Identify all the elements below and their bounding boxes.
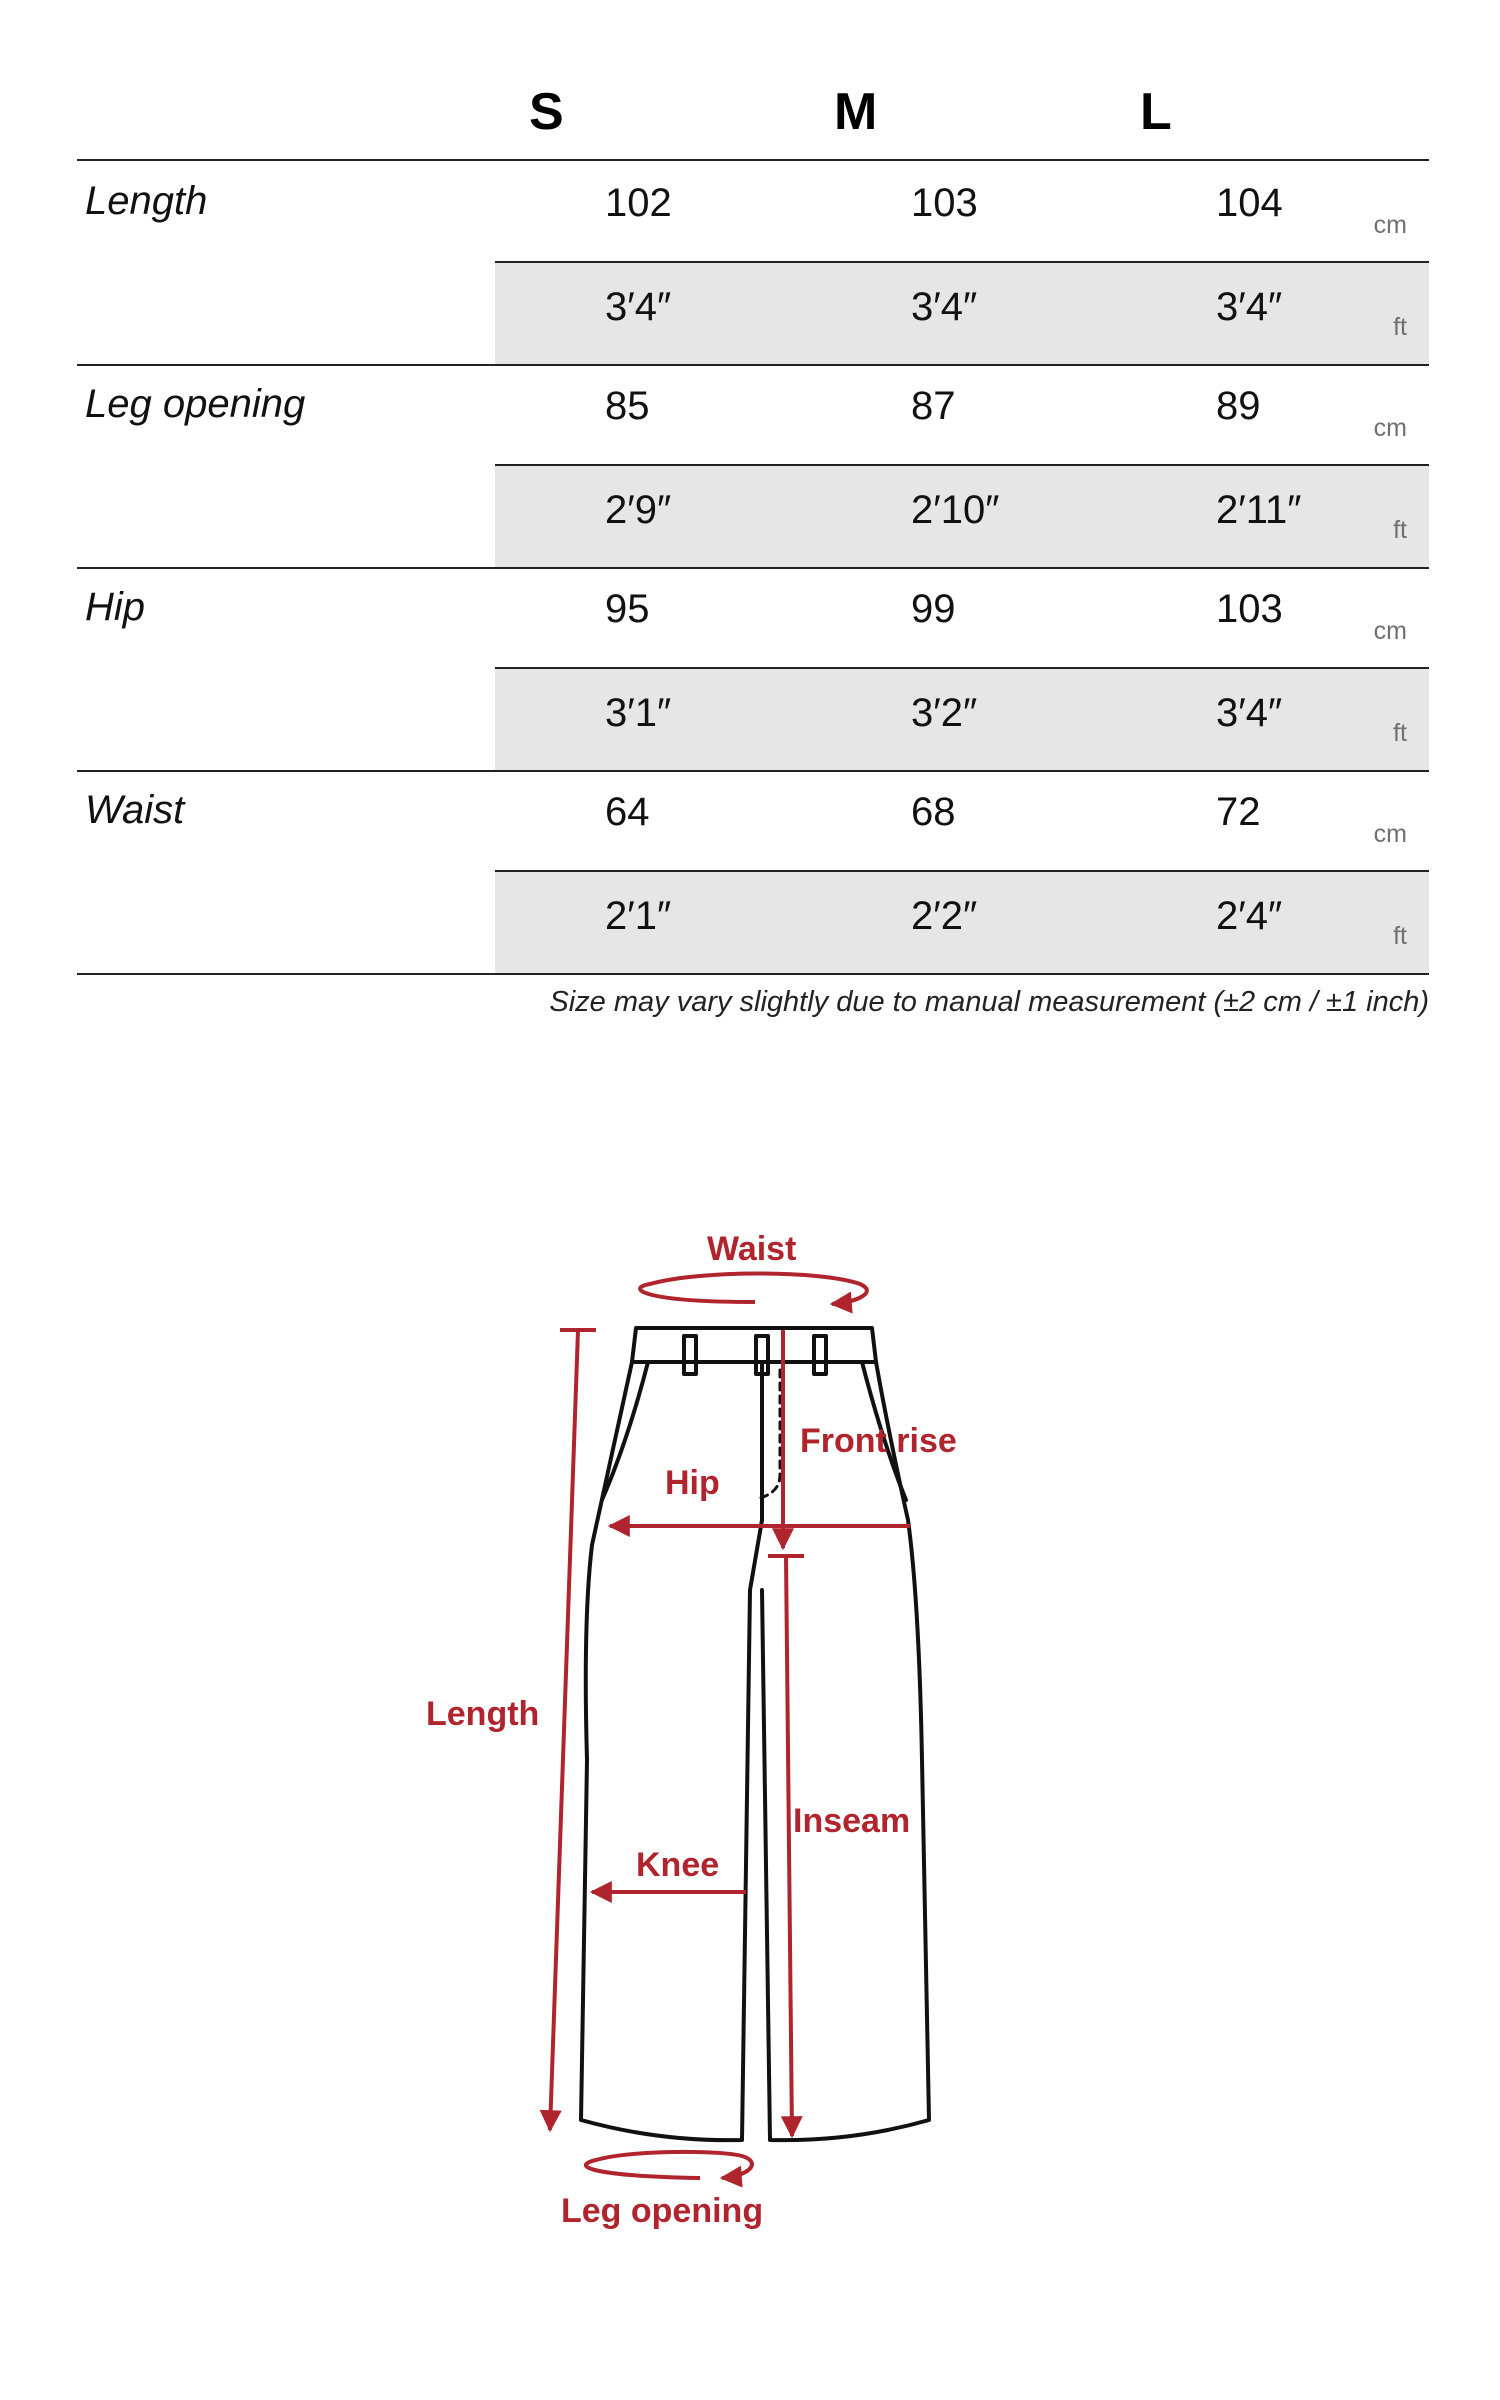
waist-ft-m: 2′2″ (911, 894, 978, 938)
knee-label: Knee (636, 1846, 720, 1884)
hip-ft-l: 3′4″ (1216, 691, 1283, 735)
waist-ellipse (640, 1274, 867, 1305)
measure-label-leg-opening: Leg opening (85, 382, 306, 426)
length-label: Length (426, 1695, 540, 1733)
measurement-note: Size may vary slightly due to manual measurement (±2 cm / ±1 inch) (549, 986, 1429, 1018)
unit-ft-label: ft (1393, 516, 1407, 544)
leg-opening-ft-s: 2′9″ (605, 488, 672, 532)
size-l-header: L (1140, 83, 1172, 141)
size-m-header: M (834, 83, 878, 141)
length-cm-l: 104 (1216, 181, 1283, 225)
waist-ft-l: 2′4″ (1216, 894, 1283, 938)
waist-cm-l: 72 (1216, 790, 1261, 834)
waist-cm-m: 68 (911, 790, 956, 834)
measure-label-hip: Hip (85, 585, 146, 629)
hip-cm-m: 99 (911, 587, 956, 631)
leg-opening-ft-m: 2′10″ (911, 488, 1000, 532)
hip-label: Hip (665, 1464, 720, 1502)
length-cm-m: 103 (911, 181, 978, 225)
length-cm-s: 102 (605, 181, 672, 225)
leg-opening-cm-l: 89 (1216, 384, 1261, 428)
length-ft-m: 3′4″ (911, 285, 978, 329)
length-ft-s: 3′4″ (605, 285, 672, 329)
unit-cm-label: cm (1373, 820, 1407, 848)
hip-ft-m: 3′2″ (911, 691, 978, 735)
length-line (550, 1330, 578, 2130)
unit-cm-label: cm (1373, 211, 1407, 239)
belt-loop-right (814, 1336, 826, 1374)
measurement-labels (426, 1230, 957, 2230)
leg-opening-cm-m: 87 (911, 384, 956, 428)
waist-label: Waist (707, 1230, 797, 1268)
measure-label-waist: Waist (85, 788, 185, 832)
unit-ft-label: ft (1393, 313, 1407, 341)
inseam-label: Inseam (793, 1802, 911, 1840)
measurement-lines (550, 1274, 910, 2179)
leg-opening-label: Leg opening (561, 2192, 764, 2230)
waist-ft-s: 2′1″ (605, 894, 672, 938)
length-ft-l: 3′4″ (1216, 285, 1283, 329)
hip-ft-s: 3′1″ (605, 691, 672, 735)
measure-label-length: Length (85, 179, 208, 223)
belt-loop-left (684, 1336, 696, 1374)
waist-cm-s: 64 (605, 790, 650, 834)
front-rise-label: Front rise (800, 1422, 957, 1460)
unit-cm-label: cm (1373, 414, 1407, 442)
unit-ft-label: ft (1393, 719, 1407, 747)
unit-ft-label: ft (1393, 922, 1407, 950)
hip-cm-l: 103 (1216, 587, 1283, 631)
inseam-line (786, 1556, 792, 2136)
unit-cm-label: cm (1373, 617, 1407, 645)
leg-opening-ellipse (586, 2152, 752, 2178)
hip-cm-s: 95 (605, 587, 650, 631)
leg-opening-ft-l: 2′11″ (1216, 488, 1302, 532)
size-s-header: S (529, 83, 564, 141)
leg-opening-cm-s: 85 (605, 384, 650, 428)
left-pocket (602, 1362, 648, 1500)
